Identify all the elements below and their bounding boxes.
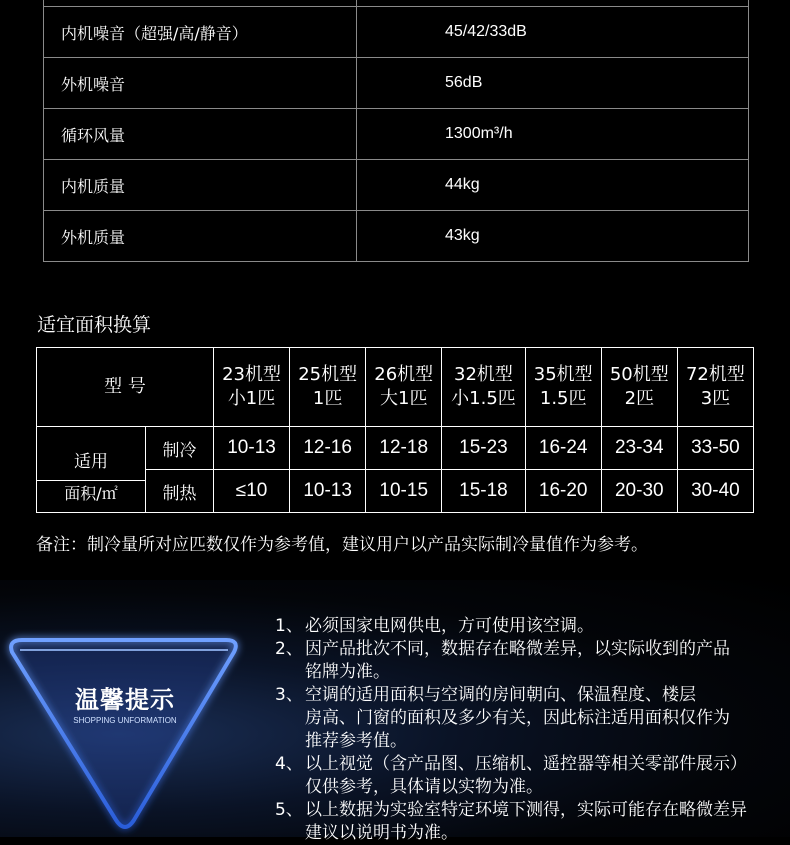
heating-value: 10-13 — [290, 470, 366, 513]
area-label-bottom: 面积/㎡ — [64, 484, 118, 503]
model-name: 35机型 — [533, 364, 593, 385]
tip-text — [305, 684, 780, 753]
cooling-value: 12-18 — [366, 427, 442, 470]
model-hp: 1匹 — [312, 388, 343, 409]
model-cell — [601, 348, 677, 427]
tip-text — [305, 638, 780, 684]
cooling-value: 16-24 — [525, 427, 601, 470]
model-hp: 2匹 — [624, 388, 655, 409]
cooling-row — [37, 427, 754, 470]
heating-value: 15-18 — [442, 470, 525, 513]
spec-value: 45/42/33dB — [357, 7, 749, 58]
spec-label: 内机噪音（超强/高/静音） — [44, 7, 357, 58]
cooling-value: 33-50 — [677, 427, 753, 470]
cooling-label: 制冷 — [146, 427, 214, 470]
model-header: 型 号 — [37, 348, 214, 427]
tip-number: 4、 — [275, 754, 303, 774]
model-hp: 大1匹 — [380, 388, 428, 409]
cooling-value: 10-13 — [214, 427, 290, 470]
cooling-value: 23-34 — [601, 427, 677, 470]
tip-line: 仅供参考，具体请以实物为准。 — [305, 777, 543, 797]
spec-value: 44kg — [357, 160, 749, 211]
tip-line: 因产品批次不同，数据存在略微差异，以实际收到的产品 — [305, 639, 730, 659]
spec-row — [44, 109, 749, 160]
heating-value: 20-30 — [601, 470, 677, 513]
model-name: 50机型 — [609, 364, 669, 385]
tip-line: 以上视觉（含产品图、压缩机、遥控器等相关零部件展示） — [305, 754, 747, 774]
cooling-value: 12-16 — [290, 427, 366, 470]
tip-text — [305, 753, 780, 799]
tip-number: 1、 — [275, 616, 303, 636]
tip-item — [275, 799, 780, 845]
model-cell — [290, 348, 366, 427]
heating-value: 30-40 — [677, 470, 753, 513]
tip-text — [305, 615, 780, 638]
spec-label: 外机噪音 — [44, 58, 357, 109]
spec-label: 循环风量 — [44, 109, 357, 160]
tips-list — [275, 615, 780, 845]
tip-item — [275, 684, 780, 753]
model-cell — [442, 348, 525, 427]
model-name: 23机型 — [222, 364, 281, 385]
model-cell — [214, 348, 290, 427]
tip-line: 必须国家电网供电，方可使用该空调。 — [305, 616, 594, 636]
tip-item — [275, 615, 780, 638]
tip-line: 房高、门窗的面积及多少有关，因此标注适用面积仅作为 — [305, 708, 730, 728]
spec-row — [44, 7, 749, 58]
tip-line: 以上数据为实验室特定环境下测得，实际可能存在略微差异 — [305, 800, 747, 820]
spec-value: 43kg — [357, 211, 749, 262]
heating-value: 16-20 — [525, 470, 601, 513]
heating-label: 制热 — [146, 470, 214, 513]
model-cell — [525, 348, 601, 427]
tip-number: 2、 — [275, 639, 303, 659]
model-name: 72机型 — [685, 364, 745, 385]
heating-value: 10-15 — [366, 470, 442, 513]
model-name: 26机型 — [374, 364, 434, 385]
tip-line: 推荐参考值。 — [305, 731, 407, 751]
spec-table — [43, 0, 749, 262]
tip-text — [305, 799, 780, 845]
model-cell — [677, 348, 753, 427]
badge-subtitle: SHOPPING UNFORMATION — [73, 716, 177, 725]
spec-row — [44, 211, 749, 262]
model-cell — [366, 348, 442, 427]
spec-label: 外机质量 — [44, 211, 357, 262]
area-row-label — [37, 427, 146, 513]
spec-label: 内机质量 — [44, 160, 357, 211]
cooling-value: 15-23 — [442, 427, 525, 470]
model-hp: 小1匹 — [227, 388, 276, 409]
spec-value: 56dB — [357, 58, 749, 109]
note-text: 备注：制冷量所对应匹数仅作为参考值，建议用户以产品实际制冷量值作为参考。 — [36, 535, 648, 555]
area-label-top: 适用 — [74, 452, 108, 472]
tip-line: 建议以说明书为准。 — [305, 823, 458, 843]
spec-row — [44, 160, 749, 211]
badge-title: 温馨提示 — [75, 686, 175, 714]
area-header-row — [37, 348, 754, 427]
tip-line: 空调的适用面积与空调的房间朝向、保温程度、楼层 — [305, 685, 696, 705]
spec-value: 1300m³/h — [357, 109, 749, 160]
tip-line: 铭牌为准。 — [305, 662, 390, 682]
tip-item — [275, 753, 780, 799]
tip-item — [275, 638, 780, 684]
model-hp: 3匹 — [700, 388, 731, 409]
tip-number: 5、 — [275, 800, 303, 820]
section-title: 适宜面积换算 — [37, 314, 152, 336]
model-hp: 1.5匹 — [539, 388, 587, 409]
tip-number: 3、 — [275, 685, 303, 705]
model-hp: 小1.5匹 — [451, 388, 516, 409]
area-table — [36, 347, 754, 513]
spec-row — [44, 58, 749, 109]
heating-value: ≤10 — [214, 470, 290, 513]
model-name: 32机型 — [454, 364, 513, 385]
model-name: 25机型 — [298, 364, 358, 385]
